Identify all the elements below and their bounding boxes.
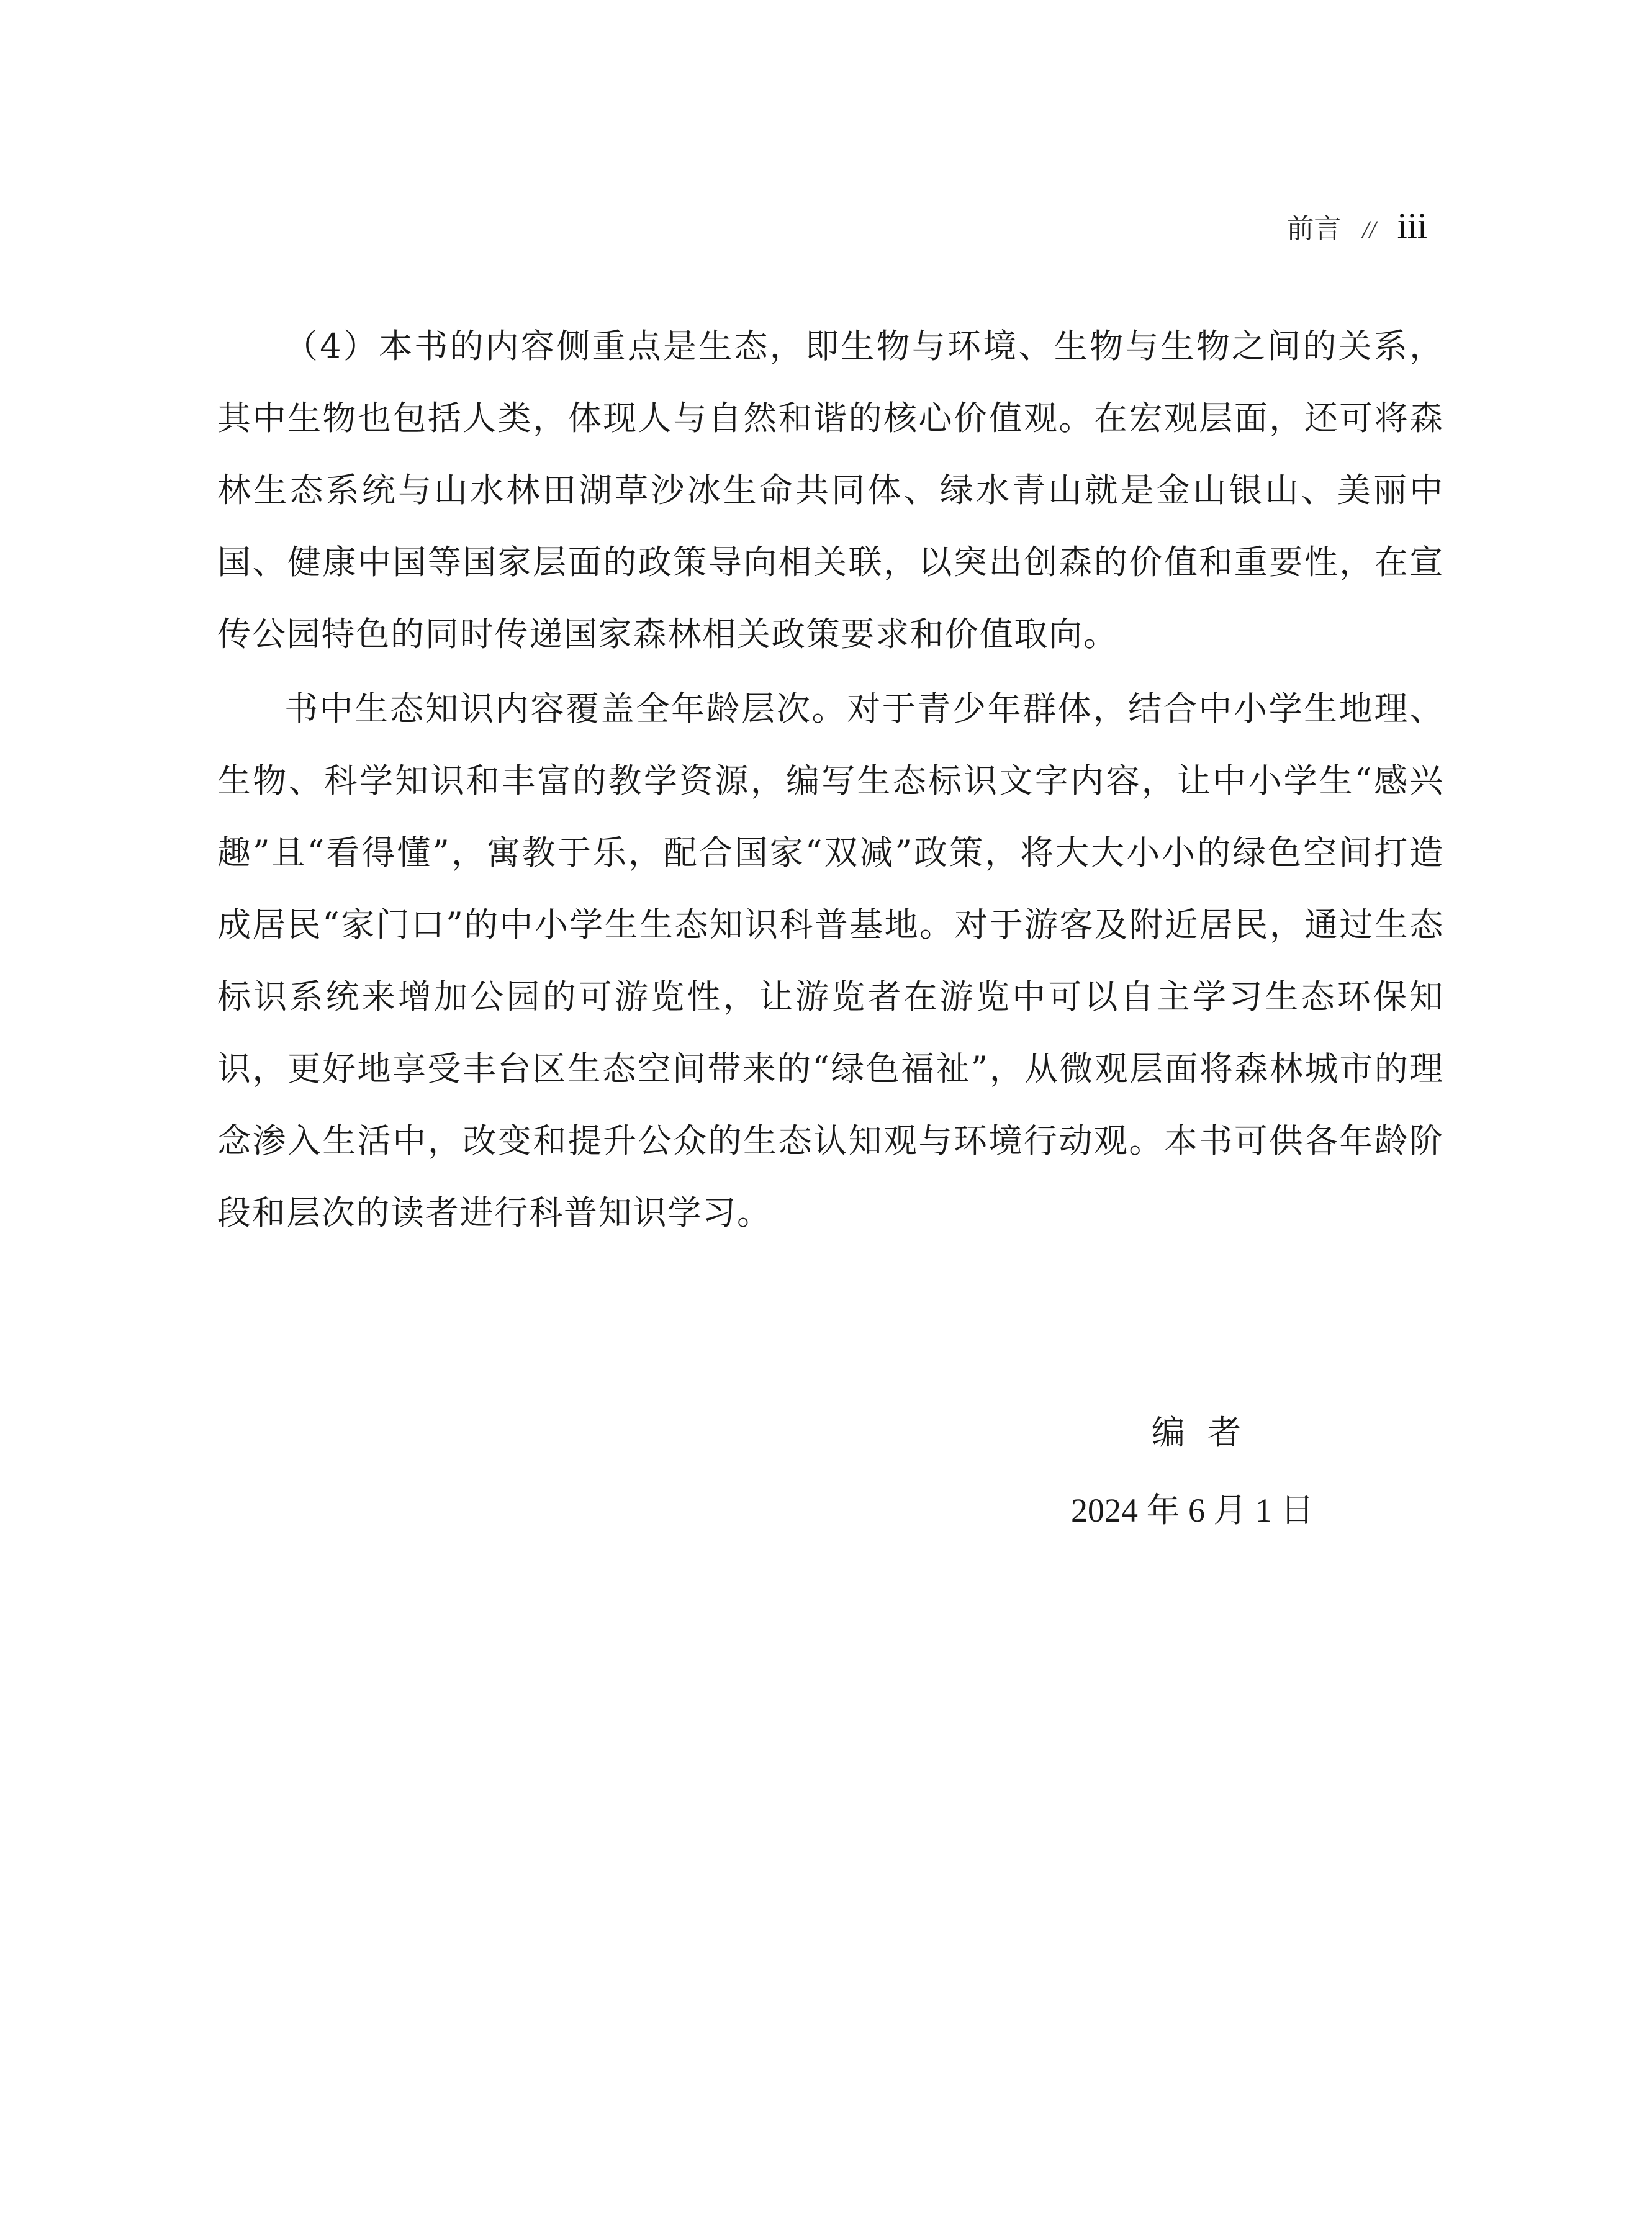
author-signature: 编者 <box>1152 1413 1263 1452</box>
paragraph-1: （4）本书的内容侧重点是生态，即生物与环境、生物与生物之间的关系，其中生物也包括人类，体现人与自然和谐的核心价值观。在宏观层面，还可将森林生态系统与山水林田湖草沙冰生命共同体、绿水青山就是金山银山、美丽中国、健康中国等国家层面的政策导向相关联，以突出创森的价值和重要性，在宣传公园特色的同时传递国家森林相关政策要求和价值取向。 <box>217 327 1444 654</box>
paragraph-2: 书中生态知识内容覆盖全年龄层次。对于青少年群体，结合中小学生地理、生物、科学知识和丰富的教学资源，编写生态标识文字内容，让中小学生“感兴趣”且“看得懂”，寓教于乐，配合国家“双减”政策，将大大小小的绿色空间打造成居民“家门口”的中小学生生态知识科普基地。对于游客及附近居民，通过生态标识系统来增加公园的可游览性，让游览者在游览中可以自主学习生态环保知识，更好地享受丰台区生态空间带来的“绿色福祉”，从微观层面将森林城市的理念渗入生活中，改变和提升公众的生态认知观与环境行动观。本书可供各年龄阶段和层次的读者进行科普知识学习。 <box>217 689 1444 1232</box>
body-text <box>217 310 1444 1252</box>
page-number: iii <box>1397 205 1427 246</box>
header-section-title: 前言 <box>1286 213 1342 245</box>
running-header <box>1286 205 1427 246</box>
header-separator: // <box>1362 215 1376 243</box>
signature-date: 2024 年 6 月 1 日 <box>1071 1492 1314 1529</box>
